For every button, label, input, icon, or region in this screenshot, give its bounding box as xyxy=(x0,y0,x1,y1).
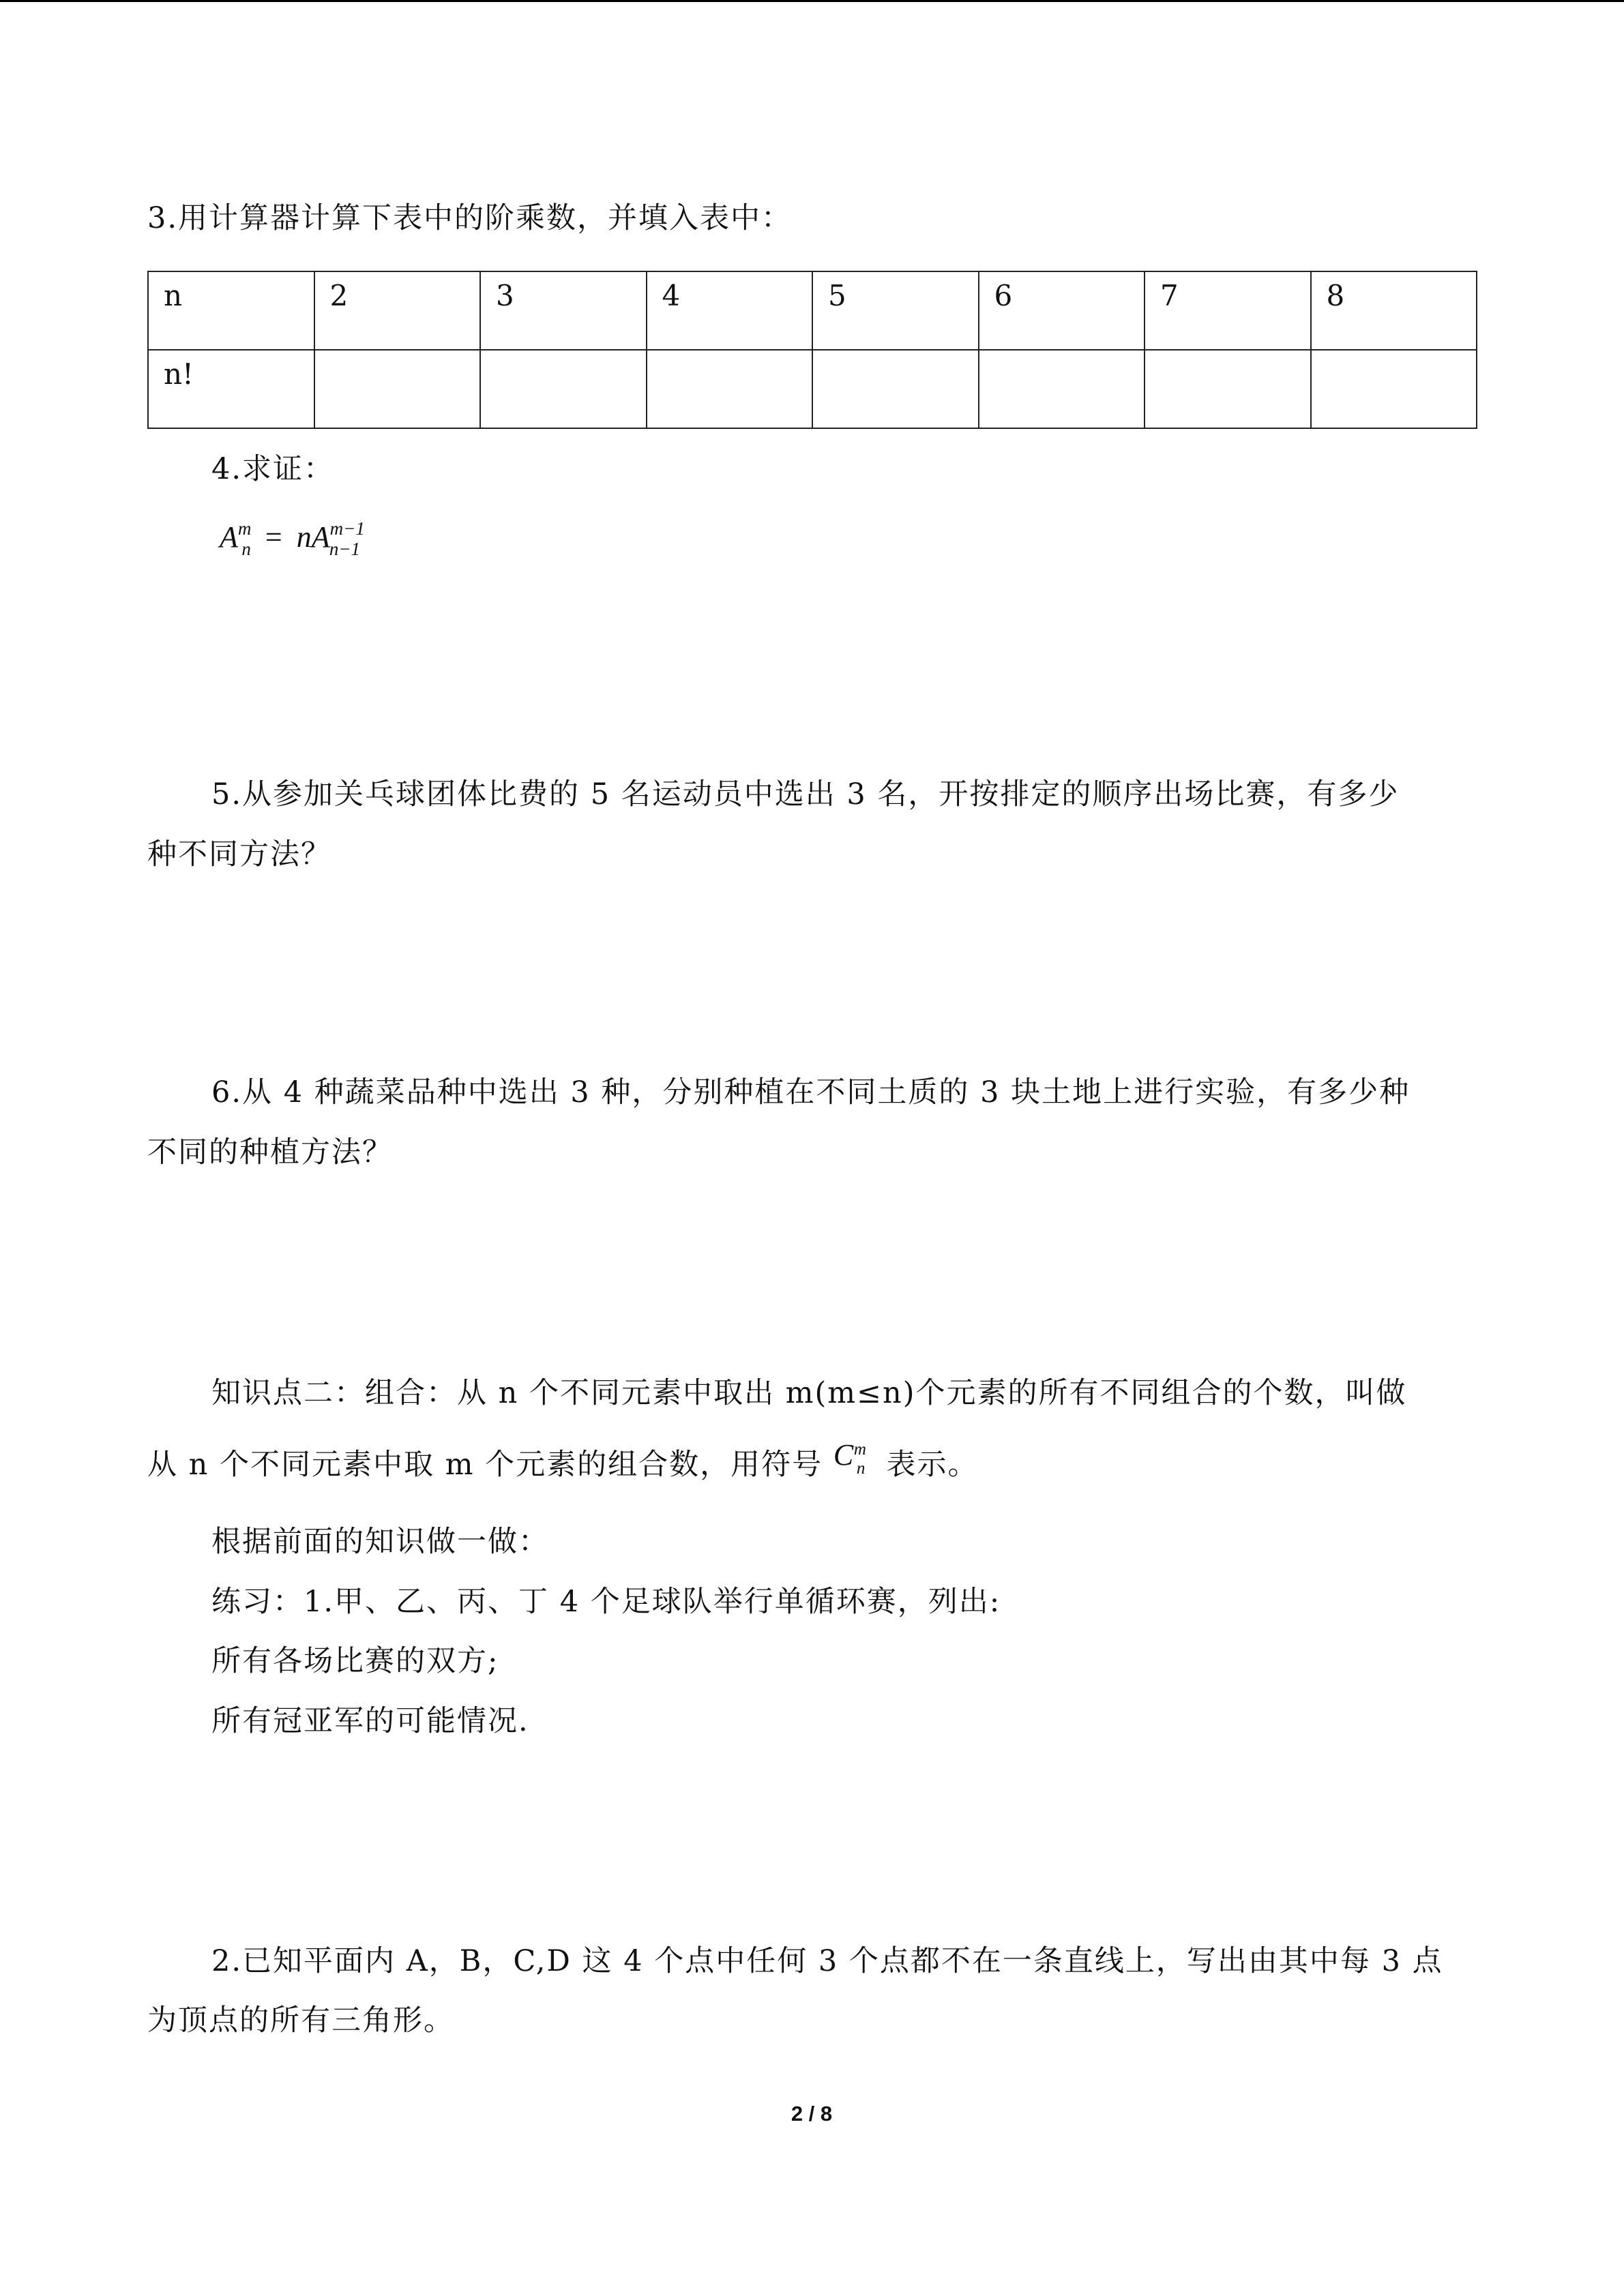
combination-symbol xyxy=(833,1438,876,1485)
table-cell xyxy=(812,350,979,428)
formula-coef: n xyxy=(296,520,312,554)
table-cell: n! xyxy=(148,350,314,428)
table-cell xyxy=(314,350,481,428)
formula-rhs-sub: n−1 xyxy=(329,539,361,559)
exercise1-part-a: 所有各场比赛的双方; xyxy=(211,1644,499,1678)
table-cell xyxy=(1311,350,1477,428)
combination-symbol-sup: m xyxy=(853,1440,868,1459)
q2-line1: 2.已知平面内 A，B，C,D 这 4 个点中任何 3 个点都不在一条直线上，写出由其中每 3 点 xyxy=(211,1944,1443,1978)
exercise1: 练习：1.甲、乙、丙、丁 4 个足球队举行单循环赛，列出: xyxy=(211,1585,1001,1619)
table-cell: 3 xyxy=(480,271,647,350)
factorial-table xyxy=(147,271,1477,429)
table-cell: 2 xyxy=(314,271,481,350)
formula-rhs-base: A xyxy=(311,520,330,554)
formula-lhs-base: A xyxy=(220,520,238,554)
table-cell: 7 xyxy=(1145,271,1311,350)
exercise1-part-b: 所有冠亚军的可能情况. xyxy=(211,1704,529,1738)
formula-rhs-sup: m−1 xyxy=(329,518,365,539)
q3-text: 3.用计算器计算下表中的阶乘数，并填入表中： xyxy=(147,201,793,235)
table-cell: 8 xyxy=(1311,271,1477,350)
q5-line1: 5.从参加关乓球团体比费的 5 名运动员中选出 3 名，开按排定的顺序出场比赛，有多少 xyxy=(211,777,1400,811)
table-cell: 6 xyxy=(979,271,1145,350)
q2-line2: 为顶点的所有三角形。 xyxy=(147,2003,454,2038)
knowledge2-line2-pre: 从 n 个不同元素中取 m 个元素的组合数，用符号 xyxy=(147,1448,823,1482)
combination-symbol-sub: n xyxy=(856,1459,867,1478)
table-cell: 4 xyxy=(647,271,813,350)
knowledge2-line2 xyxy=(147,1438,979,1485)
table-cell xyxy=(1145,350,1311,428)
q5-line2: 种不同方法？ xyxy=(147,837,331,871)
q4-formula xyxy=(220,508,365,569)
knowledge2-intro: 根据前面的知识做一做： xyxy=(211,1525,549,1559)
q6-line2: 不同的种植方法？ xyxy=(147,1135,393,1169)
formula-lhs-sub: n xyxy=(241,539,251,559)
formula-equals: = xyxy=(265,520,282,554)
table-cell xyxy=(979,350,1145,428)
table-row xyxy=(148,350,1477,428)
table-cell: 5 xyxy=(812,271,979,350)
page-top-border xyxy=(0,0,1624,2)
knowledge2-line2-post: 表示。 xyxy=(886,1448,979,1482)
q4-label: 4.求证： xyxy=(211,452,335,486)
combination-symbol-base: C xyxy=(833,1438,855,1472)
q6-line1: 6.从 4 种蔬菜品种中选出 3 种，分别种植在不同土质的 3 块土地上进行实验，有多少种 xyxy=(211,1075,1411,1109)
formula-lhs-sup: m xyxy=(237,518,252,539)
table-row xyxy=(148,271,1477,350)
page-number: 2 / 8 xyxy=(791,2102,833,2126)
table-cell: n xyxy=(148,271,314,350)
knowledge2-line1: 知识点二：组合：从 n 个不同元素中取出 m(m≤n)个元素的所有不同组合的个数，叫做 xyxy=(211,1376,1407,1410)
table-cell xyxy=(480,350,647,428)
table-cell xyxy=(647,350,813,428)
